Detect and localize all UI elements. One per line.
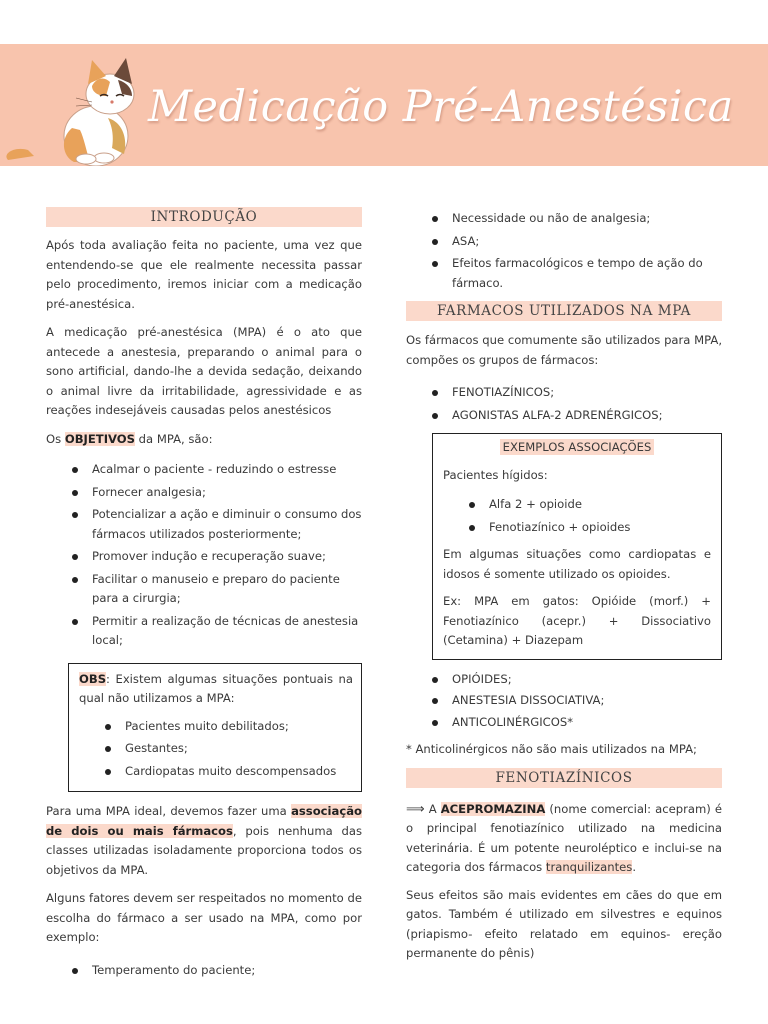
fatores-paragraph: Alguns fatores devem ser respeitados no momento de escolha do fármaco a ser usado na MPA, como por exemplo: [46, 891, 362, 944]
page-title: Medicação Pré-Anestésica [148, 82, 734, 132]
list-item: Acalmar o paciente - reduzindo o estresse [46, 460, 362, 480]
grupos-list-2 [406, 670, 722, 733]
list-item: AGONISTAS ALFA-2 ADRENÉRGICOS; [406, 406, 722, 426]
list-item: Fornecer analgesia; [46, 483, 362, 503]
exemplos-box [432, 433, 722, 660]
fatores-list-left [46, 961, 362, 981]
list-item: Pacientes muito debilitados; [79, 717, 353, 737]
list-item: Necessidade ou não de analgesia; [406, 209, 722, 229]
farmacos-heading: FARMACOS UTILIZADOS NA MPA [406, 301, 722, 321]
associacao-highlight: associação de dois ou mais fármacos [46, 804, 362, 838]
list-item: Alfa 2 + opioide [443, 495, 711, 515]
intro-paragraph-1: Após toda avaliação feita no paciente, uma vez que entendendo-se que ele realmente necessita passar pelo procedimento, iremos iniciar com a medicação pré-anestésica. [46, 238, 362, 311]
exemplos-paragraph-1: Em algumas situações como cardiopatas e idosos é somente utilizado os opioides. [443, 547, 711, 581]
tranquilizantes-highlight: tranquilizantes [545, 860, 633, 874]
list-item: ANTICOLINÉRGICOS* [406, 713, 722, 733]
list-item: Efeitos farmacológicos e tempo de ação do fármaco. [406, 254, 722, 293]
cat-illustration [0, 38, 140, 166]
obs-text: : Existem algumas situações pontuais na qual não utilizamos a MPA: [79, 671, 353, 705]
objetivos-list [46, 460, 362, 651]
obs-box [68, 663, 362, 793]
grupos-list-1 [406, 383, 722, 425]
exemplos-paragraph-2: Ex: MPA em gatos: Opióide (morf.) + Fenotiazínico (acepr.) + Dissociativo (Cetamina) + Diazepam [443, 594, 711, 647]
fenotiazinicos-heading: FENOTIAZÍNICOS [406, 768, 722, 788]
obs-label: OBS [79, 671, 107, 686]
efeitos-paragraph: Seus efeitos são mais evidentes em cães do que em gatos. Também é utilizado em silvestres e equinos (priapismo- efeito relatado em equinos- ereção permanente do pênis) [406, 887, 722, 960]
right-column [406, 207, 722, 964]
arrow-right-icon: ⟹ [406, 801, 425, 817]
pacientes-higidos: Pacientes hígidos: [443, 467, 548, 482]
list-item: FENOTIAZÍNICOS; [406, 383, 722, 403]
list-item: ANESTESIA DISSOCIATIVA; [406, 691, 722, 711]
left-column [46, 207, 362, 980]
list-item: ASA; [406, 232, 722, 252]
list-item: OPIÓIDES; [406, 670, 722, 690]
intro-paragraph-2: A medicação pré-anestésica (MPA) é o ato que antecede a anestesia, preparando o animal para o sono artificial, dando-lhe a devida sedação, deixando o animal livre da irritabilidade, agressividade e as reações indesejáveis causadas pelos anestésicos [46, 325, 362, 417]
obs-list [79, 717, 353, 782]
acepromazina-paragraph: ⟹ A ACEPROMAZINA (nome comercial: acepram) é o principal fenotiazínico utilizado na medicina veterinária. É um potente neuroléptico e inclui-se na categoria dos fármacos tranquilizantes. [406, 801, 722, 874]
list-item: Cardiopatas muito descompensados [79, 762, 353, 782]
objetivos-highlight: OBJETIVOS [64, 431, 135, 446]
list-item: Permitir a realização de técnicas de anestesia local; [46, 612, 362, 651]
intro-heading: INTRODUÇÃO [46, 207, 362, 227]
acepromazina-highlight: ACEPROMAZINA [440, 801, 546, 816]
anticolinergicos-note: * Anticolinérgicos não são mais utilizados na MPA; [406, 742, 697, 756]
exemplos-list [443, 495, 711, 537]
list-item: Gestantes; [79, 739, 353, 759]
farmacos-intro: Os fármacos que comumente são utilizados para MPA, compões os grupos de fármacos: [406, 333, 722, 367]
list-item: Potencializar a ação e diminuir o consumo dos fármacos utilizados posteriormente; [46, 505, 362, 544]
mpa-ideal-paragraph: Para uma MPA ideal, devemos fazer uma associação de dois ou mais fármacos, pois nenhuma das classes utilizadas isoladamente proporciona todos os objetivos da MPA. [46, 804, 362, 877]
list-item: Facilitar o manuseio e preparo do paciente para a cirurgia; [46, 570, 362, 609]
list-item: Promover indução e recuperação suave; [46, 547, 362, 567]
list-item: Fenotiazínico + opioides [443, 518, 711, 538]
list-item: Temperamento do paciente; [46, 961, 362, 981]
objetivos-intro: Os OBJETIVOS da MPA, são: [46, 431, 213, 446]
exemplos-heading: EXEMPLOS ASSOCIAÇÕES [500, 439, 655, 455]
fatores-list-right [406, 209, 722, 293]
